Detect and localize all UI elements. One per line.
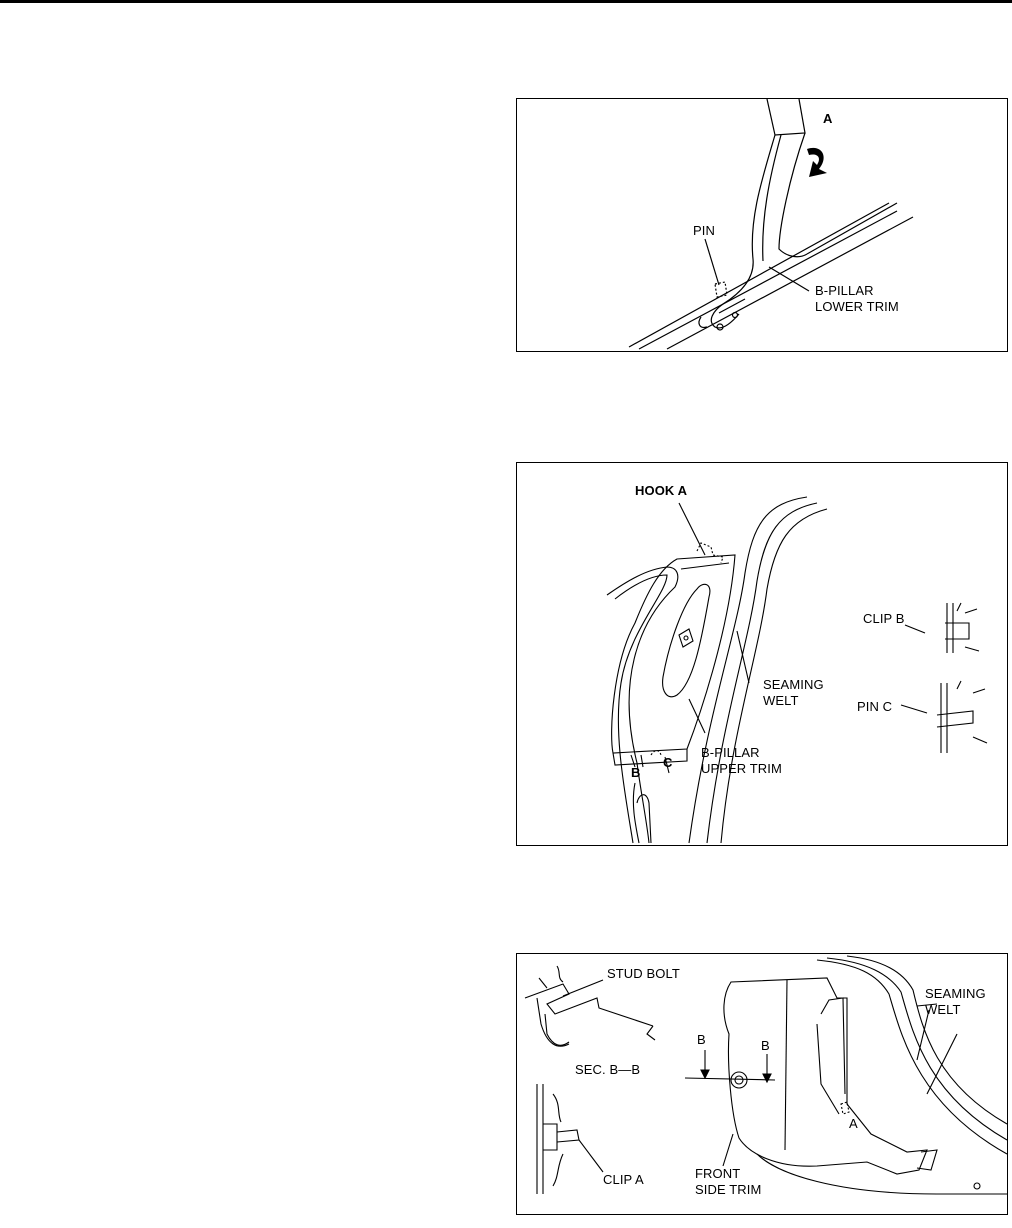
figure-b-pillar-upper-trim [516, 462, 1008, 846]
b-pillar-lower-trim-illustration [517, 99, 1009, 353]
label-sec-b-b: SEC. B—B [575, 1062, 641, 1077]
label-seaming-welt-line2: WELT [763, 693, 799, 708]
label-b-pillar-upper-trim-line1: B-PILLAR [701, 745, 760, 760]
b-pillar-upper-trim-illustration [517, 463, 1009, 847]
label-front-side-trim-line1: FRONT [695, 1166, 741, 1181]
label-pin: PIN [693, 223, 715, 238]
rotation-arrow-icon [807, 148, 827, 177]
figure-front-side-trim [516, 953, 1008, 1215]
label-clip-a: CLIP A [603, 1172, 644, 1187]
label-c: C [663, 755, 673, 770]
label-b-pillar-lower-trim-line2: LOWER TRIM [815, 299, 899, 314]
label-b: B [631, 765, 641, 780]
label-arrow-a: A [823, 111, 833, 126]
label-b-pillar-lower-trim-line1: B-PILLAR [815, 283, 874, 298]
label-b-right: B [761, 1038, 770, 1053]
label-b-pillar-upper-trim-line2: UPPER TRIM [701, 761, 782, 776]
label-b-left: B [697, 1032, 706, 1047]
label-hook-a: HOOK A [635, 483, 688, 498]
label-pin-c: PIN C [857, 699, 893, 714]
label-seaming-welt-line2: WELT [925, 1002, 961, 1017]
label-clip-b: CLIP B [863, 611, 905, 626]
header-rule [0, 0, 1012, 3]
label-seaming-welt-line1: SEAMING [925, 986, 986, 1001]
figure-b-pillar-lower-trim [516, 98, 1008, 352]
label-front-side-trim-line2: SIDE TRIM [695, 1182, 762, 1197]
label-a: A [849, 1116, 858, 1131]
label-stud-bolt: STUD BOLT [607, 966, 680, 981]
label-seaming-welt-line1: SEAMING [763, 677, 824, 692]
